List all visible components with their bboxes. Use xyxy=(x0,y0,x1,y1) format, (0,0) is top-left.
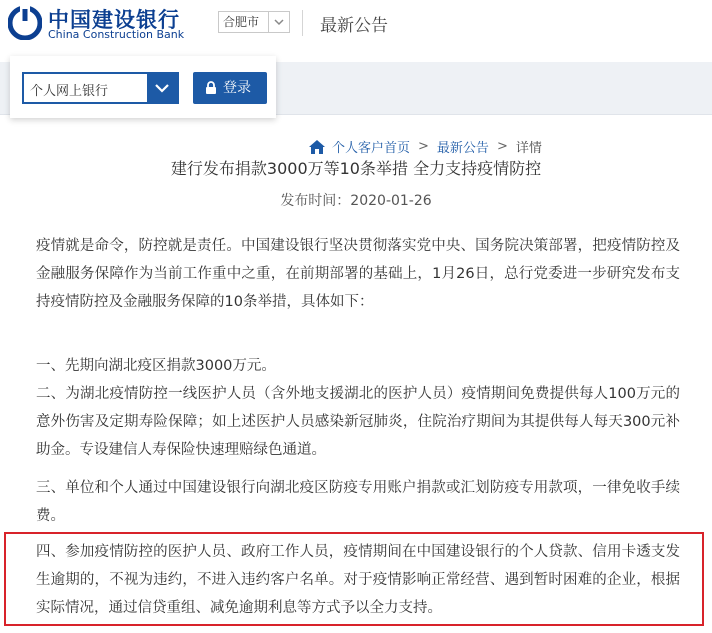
section-title: 最新公告 xyxy=(320,16,388,36)
breadcrumb-current: 详情 xyxy=(515,141,542,156)
ccb-logo-icon[interactable] xyxy=(8,6,42,40)
brand-name-en: China Construction Bank xyxy=(48,28,185,41)
login-button-label: 登录 xyxy=(223,80,251,96)
city-select[interactable] xyxy=(218,11,290,33)
lock-icon xyxy=(205,81,217,95)
banking-channel-value: 个人网上银行 xyxy=(30,84,109,99)
publish-date: 发布时间：2020-01-26 xyxy=(280,193,432,209)
home-icon[interactable] xyxy=(308,139,326,155)
article-paragraph-highlighted: 四、参加疫情防控的医护人员、政府工作人员，疫情期间在中国建设银行的个人贷款、信用卡透支发生逾期的，不视为违约，不进入违约客户名单。对于疫情影响正常经营、遇到暂时困难的企业，根据实际情况，通过信贷重组、减免逾期利息等方式予以全力支持。 xyxy=(36,544,680,616)
city-label: 合肥市 xyxy=(223,15,260,29)
breadcrumb-separator: > xyxy=(496,139,508,154)
breadcrumb-home[interactable]: 个人客户首页 xyxy=(332,141,411,156)
header-divider xyxy=(302,10,303,36)
breadcrumb-separator: > xyxy=(418,139,429,154)
breadcrumb xyxy=(308,137,542,156)
highlight-frame xyxy=(4,532,704,626)
brand-name-cn[interactable]: 中国建设银行 xyxy=(48,8,180,32)
chevron-down-icon[interactable] xyxy=(147,74,177,102)
article-paragraph: 疫情就是命令，防控就是责任。中国建设银行坚决贯彻落实党中央、国务院决策部署，把疫情防控及金融服务保障作为当前工作重中之重，在前期部署的基础上，1月26日，总行党委进一步研究发布支持疫情防控及金融服务保障的10条举措，具体如下： xyxy=(36,238,680,310)
article-paragraph: 二、为湖北疫情防控一线医护人员（含外地支援湖北的医护人员）疫情期间免费提供每人100万元的意外伤害及定期寿险保障；如上述医护人员感染新冠肺炎，住院治疗期间为其提供每人每天300元补助金。专设建信人寿保险快速理赔绿色通道。 xyxy=(36,386,680,458)
article-paragraph: 三、单位和个人通过中国建设银行向湖北疫区防疫专用账户捐款或汇划防疫专用款项，一律免收手续费。 xyxy=(36,480,680,524)
article-title: 建行发布捐款3000万等10条举措 全力支持疫情防控 xyxy=(170,159,542,178)
article-paragraph: 一、先期向湖北疫区捐款3000万元。 xyxy=(36,358,276,374)
chevron-down-icon xyxy=(268,12,289,32)
login-button[interactable] xyxy=(193,72,267,104)
banking-channel-select[interactable] xyxy=(22,72,179,104)
breadcrumb-section[interactable]: 最新公告 xyxy=(436,141,489,156)
top-header xyxy=(0,0,712,48)
login-panel xyxy=(10,56,276,118)
